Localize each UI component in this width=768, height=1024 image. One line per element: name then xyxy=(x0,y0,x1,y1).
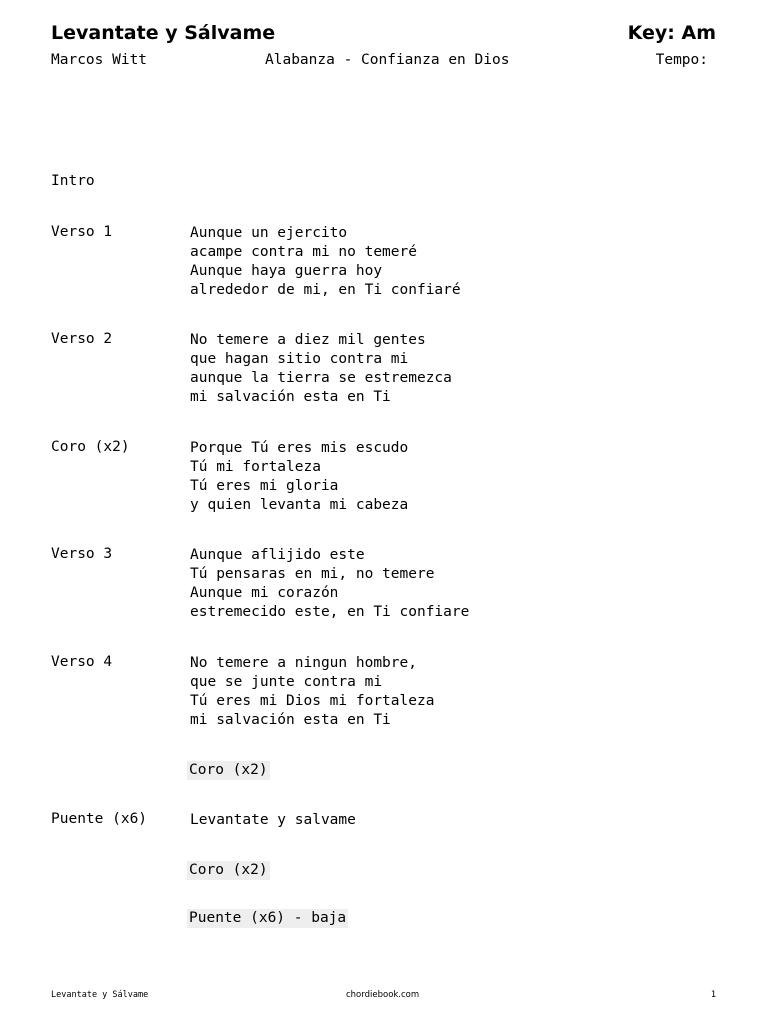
section-label: Verso 1 xyxy=(51,224,113,240)
lyric-line: alrededor de mi, en Ti confiaré xyxy=(190,282,461,298)
lyric-line: Levantate y salvame xyxy=(190,812,356,828)
section-label: Verso 4 xyxy=(51,654,113,670)
section-reference: Coro (x2) xyxy=(189,762,268,778)
lyric-line: No temere a diez mil gentes xyxy=(190,332,426,348)
song-category: Alabanza - Confianza en Dios xyxy=(265,52,510,68)
section-label: Intro xyxy=(51,173,95,189)
lyric-line: Aunque mi corazón xyxy=(190,585,339,601)
footer-site: chordiebook.com xyxy=(346,990,420,1000)
song-title: Levantate y Sálvame xyxy=(51,22,276,44)
section-reference: Coro (x2) xyxy=(189,862,268,878)
lyric-line: aunque la tierra se estremezca xyxy=(190,370,452,386)
section-label: Verso 3 xyxy=(51,546,113,562)
lyrics-block xyxy=(190,654,434,730)
lyrics-block xyxy=(190,811,356,830)
lyric-line: Aunque aflijido este xyxy=(190,547,365,563)
lyric-line: Aunque haya guerra hoy xyxy=(190,263,383,279)
section-label: Puente (x6) xyxy=(51,811,148,827)
lyric-line: No temere a ningun hombre, xyxy=(190,655,417,671)
artist-name: Marcos Witt xyxy=(51,52,148,68)
lyric-line: que hagan sitio contra mi xyxy=(190,351,409,367)
lyric-line: Porque Tú eres mis escudo xyxy=(190,440,409,456)
lyrics-block xyxy=(190,331,452,407)
section-label: Verso 2 xyxy=(51,331,113,347)
lyric-line: Tú mi fortaleza xyxy=(190,459,321,475)
lyric-line: que se junte contra mi xyxy=(190,674,383,690)
lyrics-block xyxy=(190,224,461,300)
song-key: Key: Am xyxy=(627,22,716,44)
lyric-line: mi salvación esta en Ti xyxy=(190,712,391,728)
lyric-line: Tú eres mi Dios mi fortaleza xyxy=(190,693,435,709)
lyric-line: y quien levanta mi cabeza xyxy=(190,497,409,513)
footer-title: Levantate y Sálvame xyxy=(51,990,149,1000)
lyric-line: mi salvación esta en Ti xyxy=(190,389,391,405)
section-label: Coro (x2) xyxy=(51,439,130,455)
lyrics-block xyxy=(190,546,469,622)
lyrics-block xyxy=(190,439,408,515)
lyric-line: Tú eres mi gloria xyxy=(190,478,339,494)
lyric-line: estremecido este, en Ti confiare xyxy=(190,604,470,620)
lyric-line: Aunque un ejercito xyxy=(190,225,348,241)
lyric-line: Tú pensaras en mi, no temere xyxy=(190,566,435,582)
page-number: 1 xyxy=(710,990,716,1000)
section-reference: Puente (x6) - baja xyxy=(189,910,347,926)
song-tempo: Tempo: xyxy=(655,52,708,68)
lyric-line: acampe contra mi no temeré xyxy=(190,244,417,260)
